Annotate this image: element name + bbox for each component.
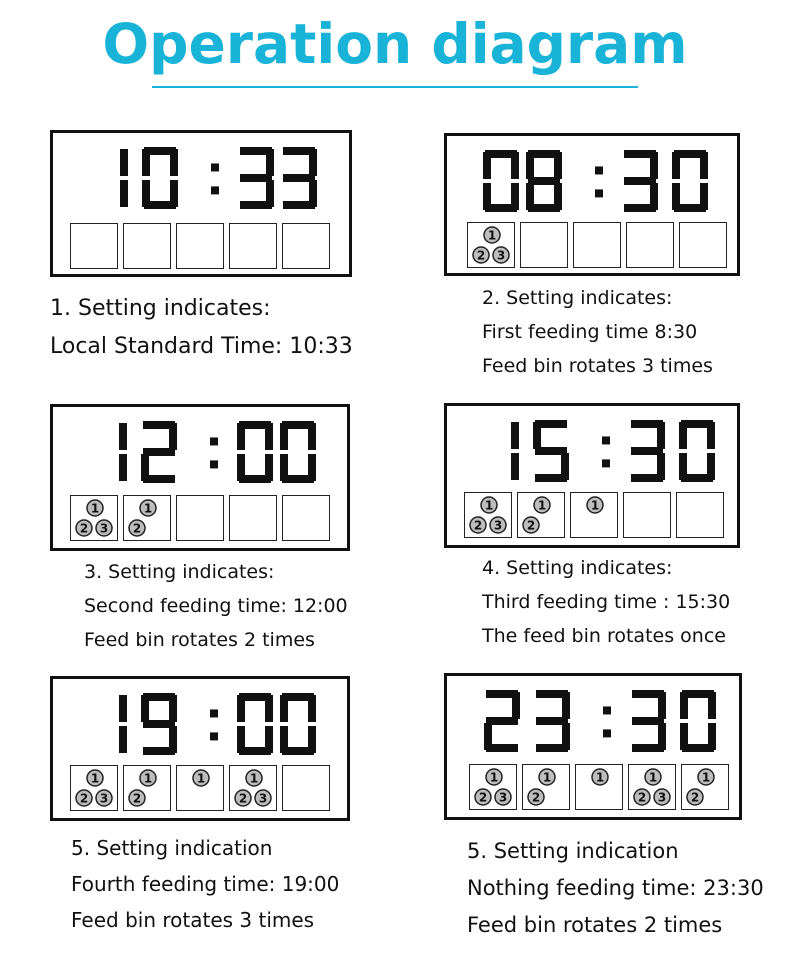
feed-slot — [70, 223, 118, 269]
rotation-number: 2 — [238, 791, 248, 806]
rotation-number: 3 — [99, 521, 109, 536]
digit-segment — [708, 692, 716, 719]
digit-segment — [308, 695, 316, 722]
digit-segment — [624, 204, 656, 212]
caption-5 — [71, 838, 339, 930]
digit-segment — [554, 152, 562, 179]
rotation-number: 1 — [542, 770, 552, 785]
digit-segment — [483, 152, 491, 179]
rotation-number: 2 — [690, 790, 700, 805]
lcd-panel-4 — [444, 403, 740, 548]
digit-segment — [142, 180, 150, 207]
rotation-number: 2 — [526, 518, 536, 533]
feed-slot — [520, 222, 568, 268]
digit-segment — [526, 183, 534, 210]
digit-segment — [658, 692, 666, 719]
feed-slot — [176, 765, 224, 811]
digit-segment — [533, 422, 541, 449]
title-underline — [152, 86, 638, 88]
digit-segment — [511, 422, 519, 449]
caption-line: 4. Setting indicates: — [482, 557, 673, 579]
feed-slot — [176, 495, 224, 541]
digit-segment — [650, 152, 658, 179]
digit-segment — [535, 474, 567, 482]
rotation-number: 1 — [90, 501, 100, 516]
feed-slot — [679, 222, 727, 268]
rotation-number: 1 — [90, 771, 100, 786]
colon-dot — [211, 186, 219, 194]
digit-segment — [283, 201, 315, 209]
digit-segment — [526, 152, 534, 179]
feed-slot — [282, 223, 330, 269]
rotation-number: 1 — [143, 501, 153, 516]
caption-line: 2. Setting indicates: — [482, 287, 673, 309]
digit-segment — [680, 692, 688, 719]
digit-segment — [309, 149, 317, 176]
rotation-number: 1 — [595, 770, 605, 785]
digit-segment — [237, 454, 245, 481]
digit-segment — [120, 180, 128, 207]
caption-line: Feed bin rotates 3 times — [71, 908, 315, 932]
caption-4 — [482, 559, 730, 646]
rotation-number: 1 — [701, 770, 711, 785]
rotation-number: 1 — [143, 771, 153, 786]
digit-segment — [562, 692, 570, 719]
digit-segment — [632, 744, 664, 752]
rotation-number: 3 — [99, 791, 109, 806]
caption-line: 5. Setting indication — [71, 836, 273, 860]
digit-segment — [143, 475, 175, 483]
digit-segment — [280, 454, 288, 481]
rotation-number: 3 — [657, 790, 667, 805]
digit-segment — [169, 695, 177, 722]
rotation-number: 3 — [493, 518, 503, 533]
feed-slot — [467, 222, 515, 268]
rotation-number: 1 — [196, 771, 206, 786]
digit-segment — [265, 695, 273, 722]
feed-slot — [626, 222, 674, 268]
feed-slot — [570, 492, 618, 538]
lcd-time-display — [53, 689, 347, 759]
colon-dot — [603, 729, 611, 737]
caption-line: Fourth feeding time: 19:00 — [71, 872, 340, 896]
lcd-panel-3 — [50, 404, 350, 551]
feed-slot — [282, 495, 330, 541]
caption-line: 1. Setting indicates: — [50, 296, 271, 321]
feed-slot — [676, 492, 724, 538]
digit-segment — [631, 474, 663, 482]
digit-segment — [679, 422, 687, 449]
feed-slot-row — [464, 492, 724, 538]
rotation-number: 3 — [498, 790, 508, 805]
digit-segment — [657, 422, 665, 449]
digit-segment — [672, 152, 680, 179]
digit-segment — [280, 695, 288, 722]
feed-slot — [70, 495, 118, 541]
lcd-time-display — [53, 417, 347, 487]
feed-slot — [464, 492, 512, 538]
caption-line: Feed bin rotates 3 times — [482, 355, 713, 377]
digit-segment — [308, 423, 316, 450]
colon-dot — [211, 163, 219, 171]
feed-slot-row — [70, 495, 330, 541]
rotation-number: 2 — [132, 521, 142, 536]
rotation-number: 2 — [478, 790, 488, 805]
digit-segment — [486, 744, 518, 752]
colon-dot — [210, 460, 218, 468]
digit-segment — [119, 695, 127, 722]
rotation-number: 2 — [79, 791, 89, 806]
feed-slot — [70, 765, 118, 811]
lcd-panel-6 — [444, 673, 742, 820]
digit-segment — [512, 692, 520, 719]
colon-dot — [210, 437, 218, 445]
colon-dot — [603, 706, 611, 714]
digit-segment — [142, 149, 150, 176]
page-title: Operation diagram — [102, 12, 688, 76]
digit-segment — [237, 423, 245, 450]
rotation-number: 1 — [590, 498, 600, 513]
caption-line: Local Standard Time: 10:33 — [50, 334, 353, 359]
colon-dot — [595, 189, 603, 197]
digit-segment — [679, 453, 687, 480]
caption-3 — [84, 563, 348, 650]
lcd-time-display — [447, 416, 737, 486]
digit-segment — [528, 177, 560, 185]
lcd-panel-2 — [444, 133, 740, 276]
feed-slot-row — [467, 222, 727, 268]
rotation-number: 2 — [79, 521, 89, 536]
digit-segment — [672, 183, 680, 210]
digit-segment — [237, 726, 245, 753]
lcd-panel-1 — [50, 130, 352, 277]
feed-slot-row — [469, 764, 729, 810]
feed-slot — [522, 764, 570, 810]
rotation-number: 2 — [637, 790, 647, 805]
caption-line: First feeding time 8:30 — [482, 321, 698, 343]
feed-slot-row — [70, 765, 330, 811]
caption-line: The feed bin rotates once — [482, 625, 726, 647]
rotation-number: 2 — [473, 518, 483, 533]
feed-slot-row — [70, 223, 330, 269]
caption-6 — [467, 841, 764, 936]
caption-line: Second feeding time: 12:00 — [84, 595, 348, 617]
digit-segment — [169, 423, 177, 450]
digit-segment — [280, 423, 288, 450]
digit-segment — [119, 423, 127, 450]
caption-line: Feed bin rotates 2 times — [467, 913, 723, 937]
digit-segment — [143, 720, 175, 728]
feed-slot — [575, 764, 623, 810]
caption-line: Nothing feeding time: 23:30 — [467, 876, 764, 900]
feed-slot — [573, 222, 621, 268]
lcd-time-display — [447, 686, 739, 756]
feed-slot — [123, 765, 171, 811]
feed-slot — [681, 764, 729, 810]
rotation-number: 1 — [487, 228, 497, 243]
feed-slot — [282, 765, 330, 811]
feed-slot — [628, 764, 676, 810]
feed-slot — [176, 223, 224, 269]
feed-slot — [517, 492, 565, 538]
digit-segment — [700, 152, 708, 179]
digit-segment — [266, 149, 274, 176]
lcd-time-display — [53, 143, 349, 213]
feed-slot — [229, 495, 277, 541]
rotation-number: 2 — [476, 248, 486, 263]
caption-line: 5. Setting indication — [467, 839, 679, 863]
feed-slot — [123, 223, 171, 269]
feed-slot — [623, 492, 671, 538]
caption-2 — [482, 289, 713, 376]
feed-slot — [229, 765, 277, 811]
digit-segment — [680, 723, 688, 750]
rotation-number: 1 — [537, 498, 547, 513]
digit-segment — [483, 183, 491, 210]
digit-segment — [240, 201, 272, 209]
caption-line: Third feeding time : 15:30 — [482, 591, 731, 613]
caption-line: Feed bin rotates 2 times — [84, 629, 315, 651]
rotation-number: 1 — [648, 770, 658, 785]
feed-slot — [229, 223, 277, 269]
feed-slot — [123, 495, 171, 541]
digit-segment — [119, 726, 127, 753]
rotation-number: 3 — [496, 248, 506, 263]
digit-segment — [265, 423, 273, 450]
caption-1 — [50, 298, 353, 358]
feed-slot — [469, 764, 517, 810]
colon-dot — [210, 732, 218, 740]
digit-segment — [511, 453, 519, 480]
rotation-number: 3 — [258, 791, 268, 806]
colon-dot — [210, 709, 218, 717]
rotation-number: 1 — [489, 770, 499, 785]
digit-segment — [170, 149, 178, 176]
lcd-panel-5 — [50, 676, 350, 821]
lcd-time-display — [447, 146, 737, 216]
digit-segment — [280, 726, 288, 753]
colon-dot — [602, 459, 610, 467]
rotation-number: 1 — [484, 498, 494, 513]
caption-line: 3. Setting indicates: — [84, 561, 275, 583]
rotation-number: 2 — [531, 790, 541, 805]
digit-segment — [119, 454, 127, 481]
digit-segment — [237, 695, 245, 722]
colon-dot — [595, 166, 603, 174]
digit-segment — [707, 422, 715, 449]
digit-segment — [143, 747, 175, 755]
rotation-number: 2 — [132, 791, 142, 806]
digit-segment — [536, 744, 568, 752]
colon-dot — [602, 436, 610, 444]
digit-segment — [511, 152, 519, 179]
digit-segment — [120, 149, 128, 176]
rotation-number: 1 — [249, 771, 259, 786]
digit-segment — [141, 695, 149, 722]
